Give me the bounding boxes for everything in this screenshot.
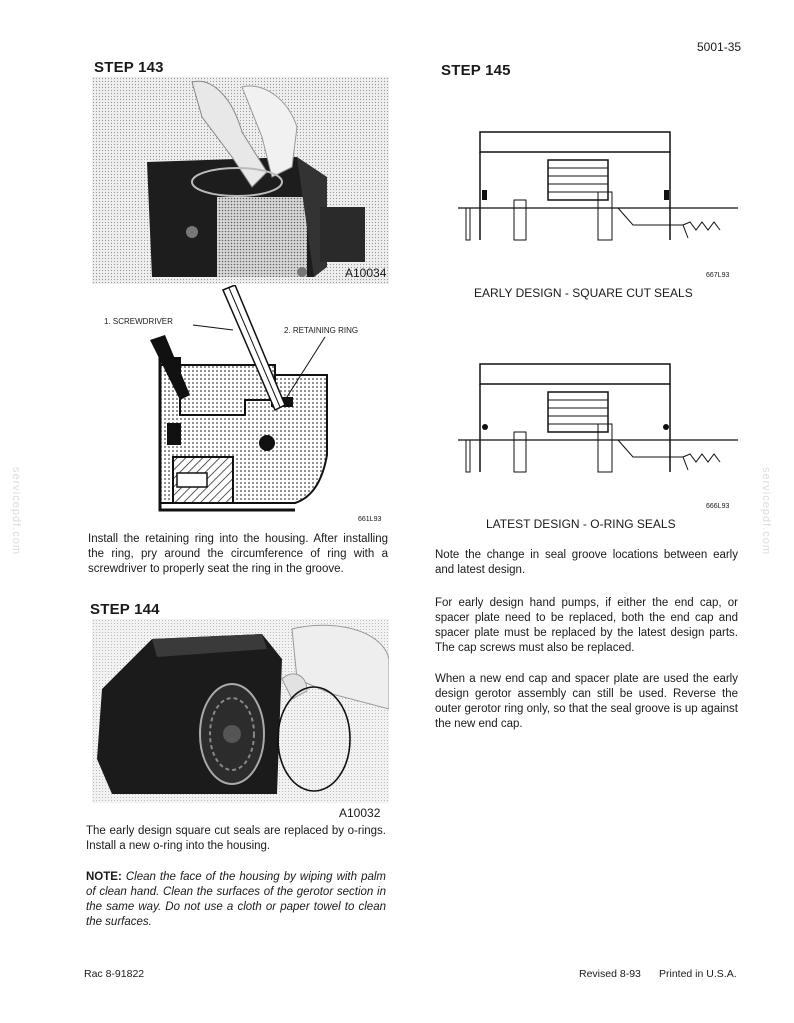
step-145-heading: STEP 145: [441, 62, 511, 79]
diagram-661-id: 661L93: [358, 516, 382, 523]
page-number: 5001-35: [697, 40, 742, 54]
step-143-photo: [92, 77, 389, 284]
figure-666-id: 666L93: [706, 503, 730, 510]
footer-revised: Revised 8-93: [579, 968, 641, 980]
watermark-right: servicepdf.com: [759, 467, 772, 555]
early-design-caption: EARLY DESIGN - SQUARE CUT SEALS: [474, 286, 693, 300]
label-retaining-ring: 2. RETAINING RING: [284, 326, 359, 335]
step-144-text: The early design square cut seals are replaced by o-rings. Install a new o-ring into the housing.: [86, 825, 386, 852]
figure-667-id: 667L93: [706, 272, 730, 279]
step-143-text: Install the retaining ring into the housing. After installing the ring, pry around the circumference of ring with a screwdriver to properly seat the ring in the groove.: [88, 533, 388, 575]
early-design-figure: [458, 130, 738, 242]
step-144-photo-id: A10032: [339, 806, 381, 820]
step-144-heading: STEP 144: [90, 601, 160, 618]
latest-design-figure: [458, 362, 738, 474]
step-144-note: [86, 870, 386, 930]
step-143-heading: STEP 143: [94, 59, 164, 76]
step-143-photo-id: A10034: [345, 266, 387, 280]
step-145-paragraph-1: Note the change in seal groove locations between early and latest design.: [435, 549, 738, 576]
label-screwdriver: 1. SCREWDRIVER: [104, 317, 173, 326]
footer-left: Rac 8-91822: [84, 968, 145, 980]
step-145-paragraph-3: When a new end cap and spacer plate are used the early design gerotor assembly can still be used. Reverse the outer gerotor ring only, so that the seal groove is up against the new end cap.: [435, 673, 738, 730]
note-text: Clean the face of the housing by wiping with palm of clean hand. Clean the surfaces of the gerotor section in the same way. Do not use a cloth or paper towel to clean the surfaces.: [86, 871, 386, 928]
step-144-photo: [92, 619, 389, 803]
latest-design-caption: LATEST DESIGN - O-RING SEALS: [486, 517, 676, 531]
footer-printed: Printed in U.S.A.: [659, 968, 737, 980]
note-label: NOTE:: [86, 871, 122, 883]
step-145-paragraph-2: For early design hand pumps, if either the end cap, or spacer plate need to be replaced, both the end cap and spacer plate must be replaced by the latest design parts. The cap screws must also be replaced.: [435, 597, 738, 654]
watermark-left: servicepdf.com: [9, 467, 22, 555]
